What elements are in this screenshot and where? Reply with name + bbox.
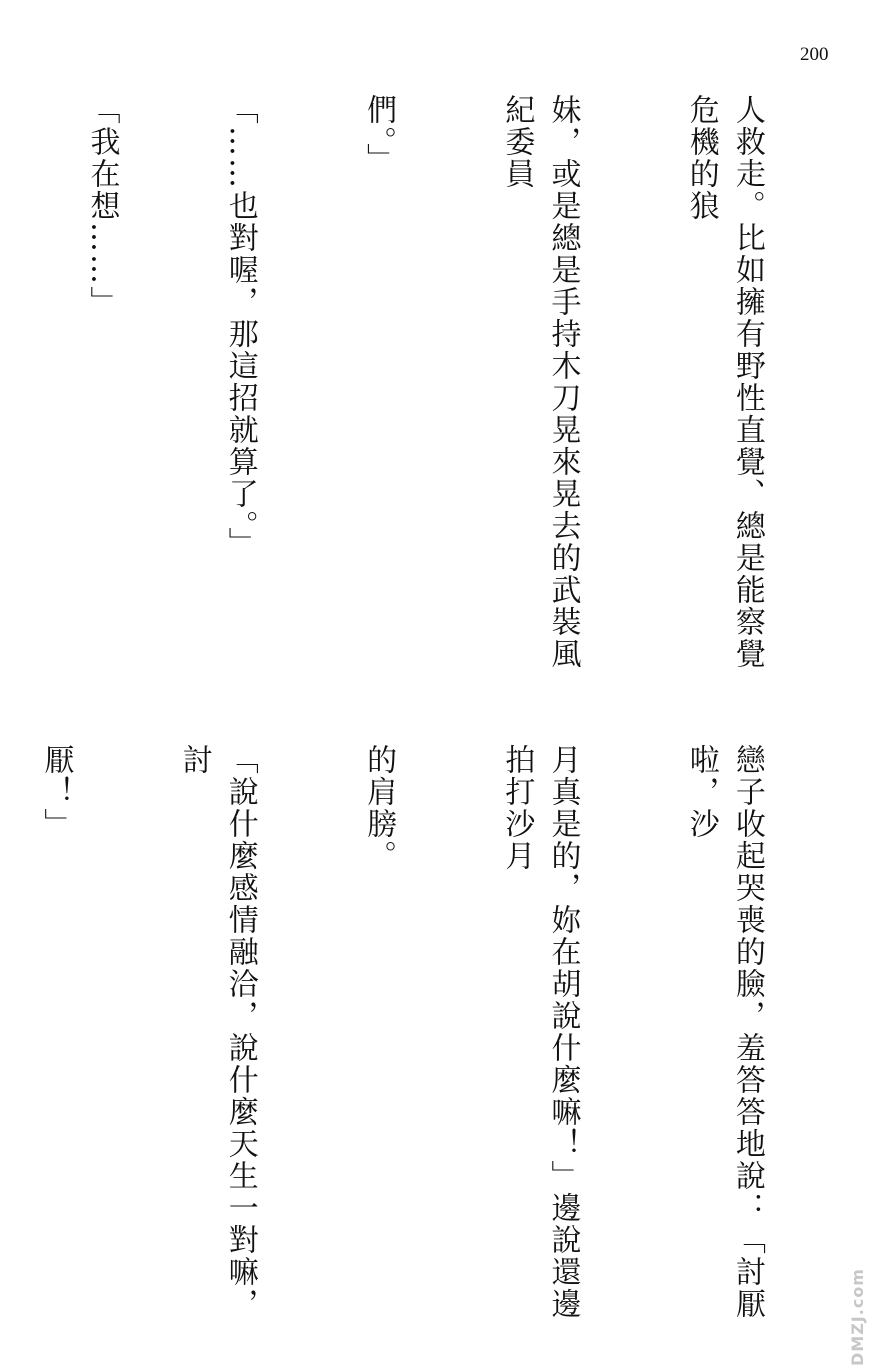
text-line: 戀子收起哭喪的臉，羞答答地說：「討厭啦，沙 (683, 744, 765, 1320)
text-line: 「我在想……」 (84, 94, 120, 318)
text-block-bottom (32, 744, 862, 1334)
text-line: 的肩膀。 (361, 744, 397, 872)
page-number: 200 (800, 44, 829, 65)
text-line: 「說什麼感情融洽，說什麼天生一對嘛，討 (176, 744, 258, 1320)
watermark-logo: DMZJ.com (848, 1268, 867, 1366)
text-line: 妹，或是總是手持木刀晃來晃去的武裝風紀委員 (499, 94, 581, 670)
text-line: 們。」 (361, 94, 397, 175)
text-line: 厭！」 (38, 744, 74, 840)
text-line: 人救走。比如擁有野性直覺、總是能察覺危機的狼 (683, 94, 765, 670)
text-line: 「……也對喔，那這招就算了。」 (222, 94, 258, 559)
text-line: 月真是的，妳在胡說什麼嘛！」邊說還邊拍打沙月 (499, 744, 581, 1320)
text-block-top (32, 94, 862, 684)
